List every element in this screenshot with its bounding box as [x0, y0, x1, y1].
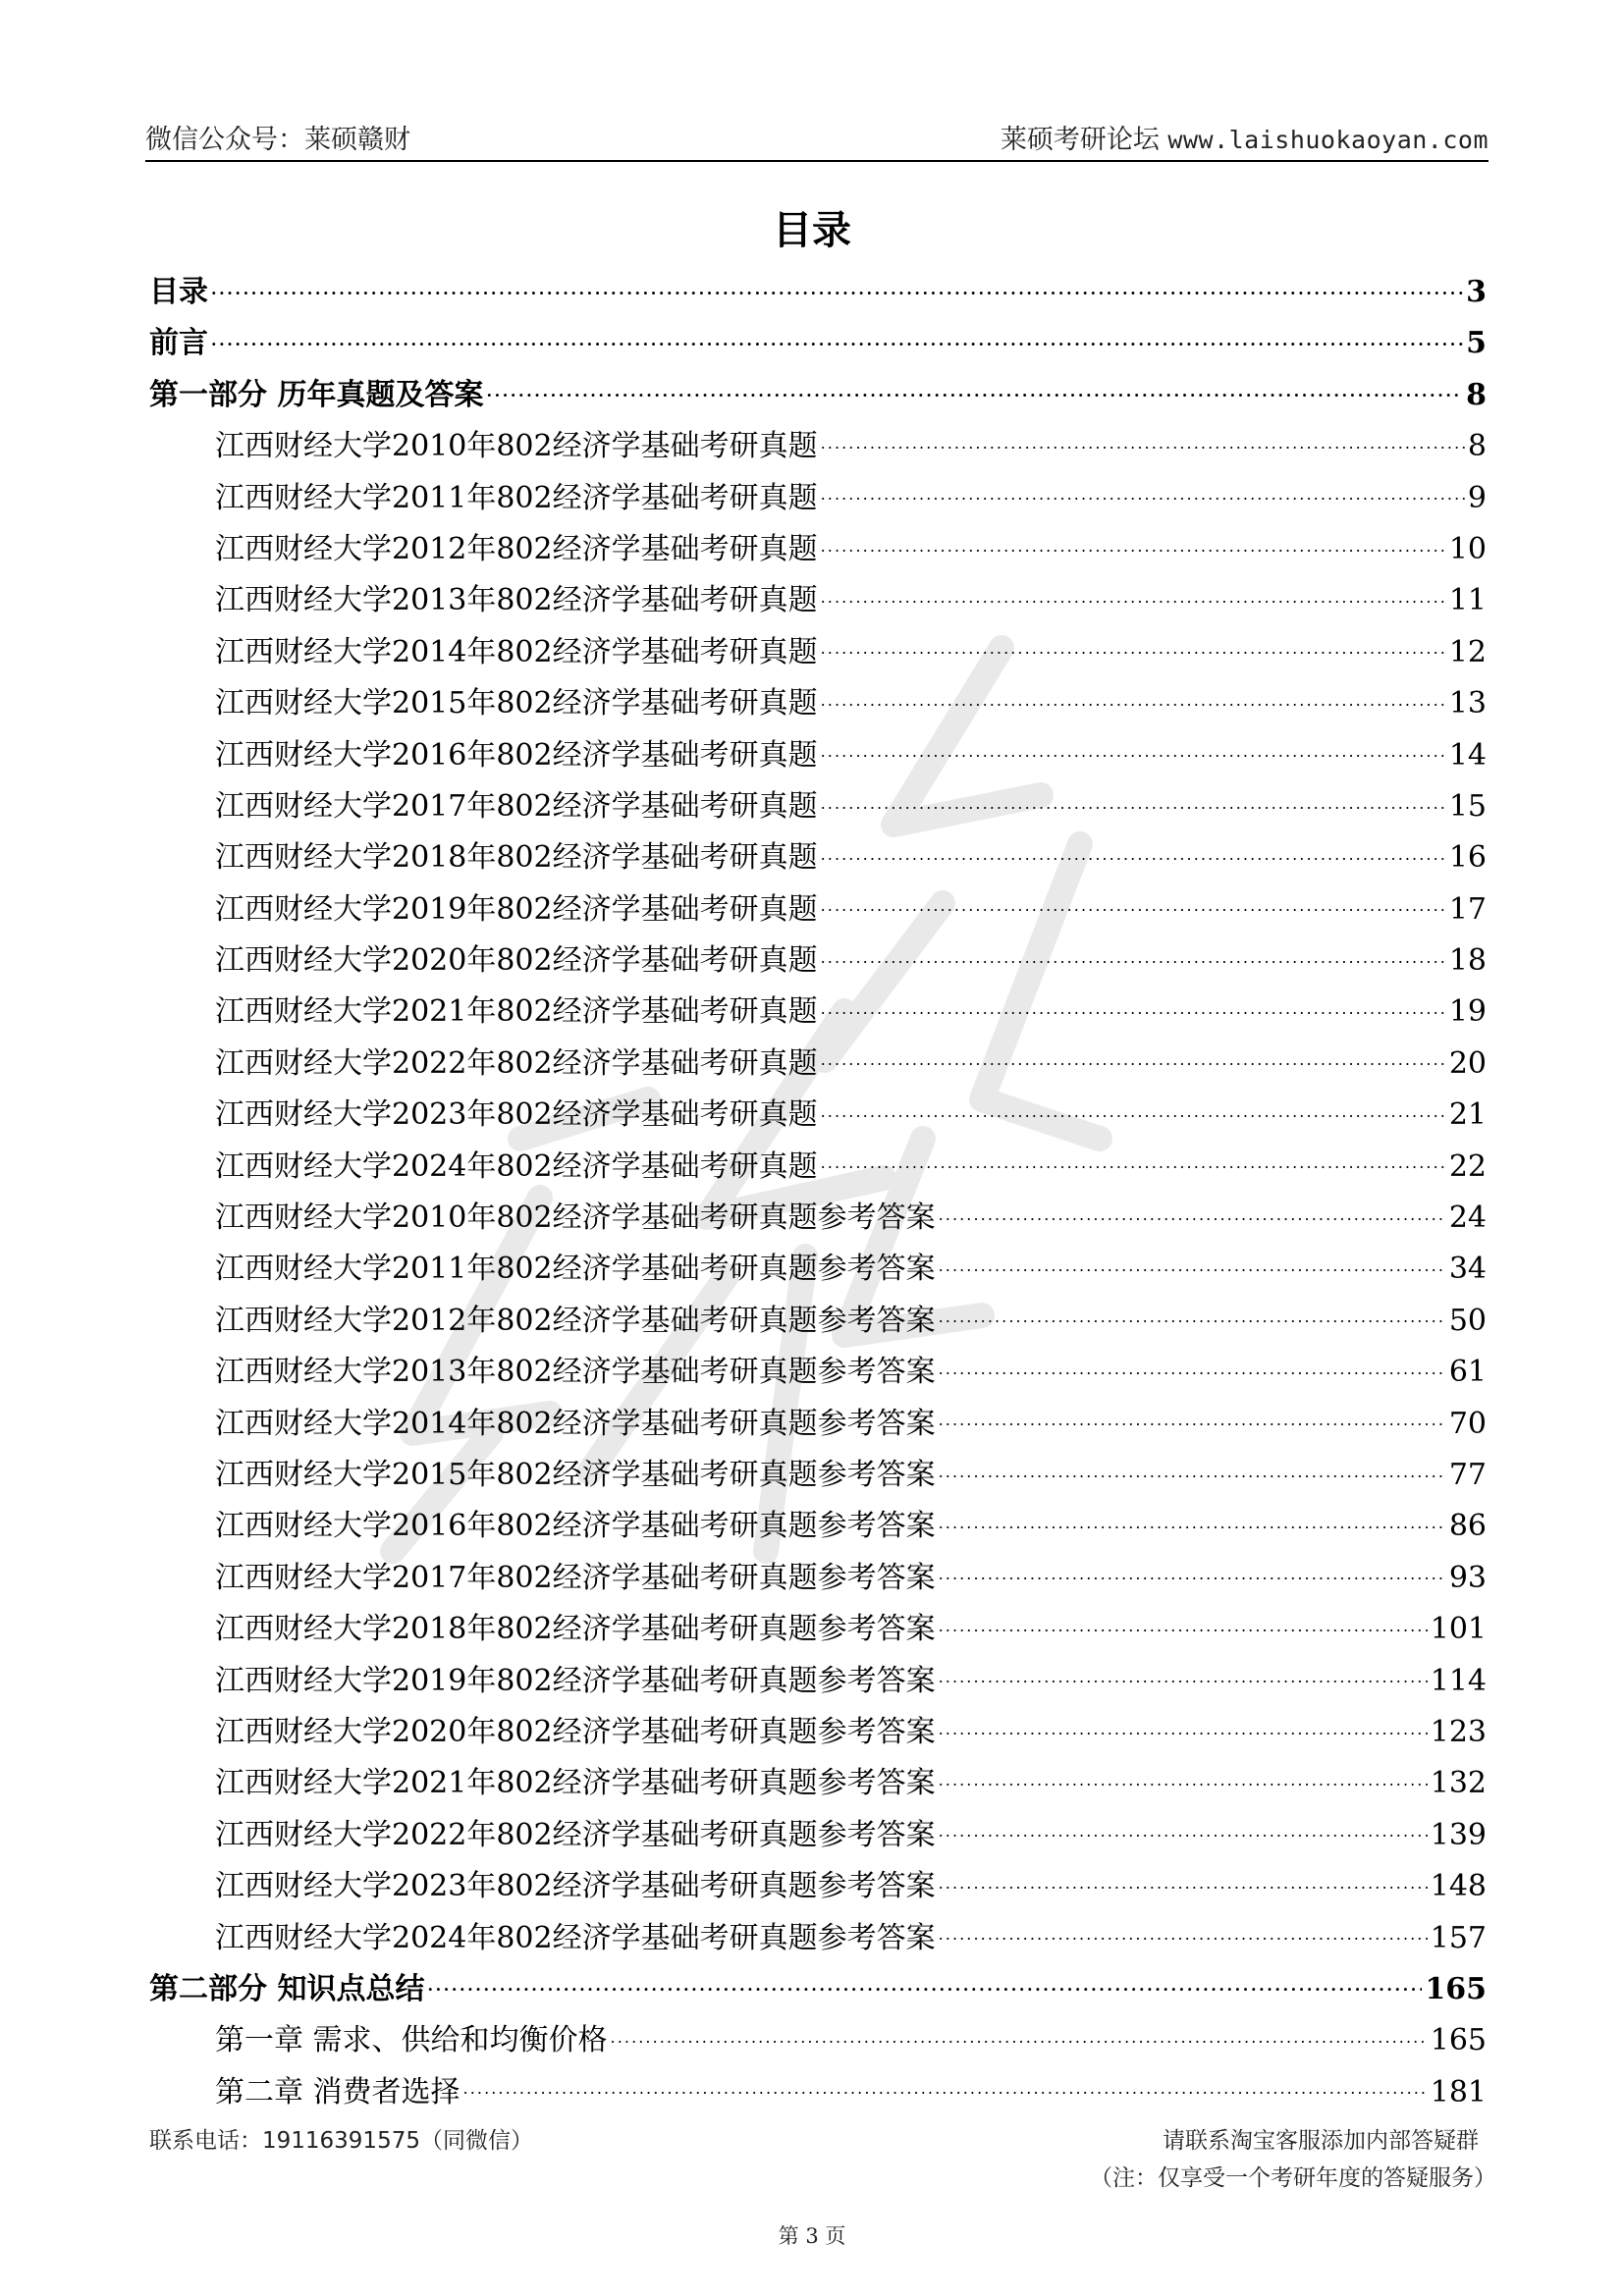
toc-leader-dots	[939, 1249, 1446, 1278]
toc-entry-label: 江西财经大学2024年802经济学基础考研真题参考答案	[215, 1920, 936, 1955]
page-title: 目录	[773, 208, 851, 253]
toc-entry[interactable]	[149, 1399, 1487, 1450]
toc-leader-dots	[821, 1043, 1446, 1073]
toc-entry[interactable]	[149, 1656, 1487, 1707]
toc-leader-dots	[821, 889, 1446, 919]
toc-entry-page: 24	[1448, 1201, 1487, 1236]
toc-leader-dots	[939, 1198, 1446, 1227]
toc-entry-page: 20	[1448, 1045, 1487, 1081]
toc-leader-dots	[939, 1661, 1428, 1690]
footer-phone: 联系电话：19116391575（同微信）	[149, 2128, 533, 2154]
toc-leader-dots	[939, 1609, 1428, 1638]
toc-leader-dots	[939, 1763, 1428, 1792]
toc-entry-page: 148	[1430, 1869, 1487, 1904]
toc-entry-label: 江西财经大学2012年802经济学基础考研真题参考答案	[215, 1303, 936, 1338]
toc-entry-page: 114	[1430, 1663, 1487, 1698]
toc-entry-label: 江西财经大学2018年802经济学基础考研真题	[215, 840, 818, 876]
toc-entry[interactable]	[149, 1913, 1487, 1964]
toc-leader-dots	[821, 478, 1465, 507]
header-forum	[1001, 118, 1489, 156]
toc-entry-page: 181	[1430, 2074, 1487, 2109]
toc-entry[interactable]	[149, 370, 1487, 421]
toc-leader-dots	[821, 786, 1446, 816]
toc-entry-page: 15	[1448, 788, 1487, 824]
toc-leader-dots	[486, 375, 1463, 404]
toc-leader-dots	[939, 1866, 1428, 1896]
toc-entry-label: 江西财经大学2010年802经济学基础考研真题参考答案	[215, 1201, 936, 1236]
toc-entry-page: 34	[1448, 1252, 1487, 1287]
toc-entry[interactable]	[149, 678, 1487, 729]
toc-entry[interactable]	[149, 987, 1487, 1038]
toc-entry[interactable]	[149, 1193, 1487, 1244]
toc-entry[interactable]	[149, 1553, 1487, 1604]
toc-entry[interactable]	[149, 524, 1487, 575]
toc-leader-dots	[427, 1969, 1422, 1999]
toc-entry-page: 61	[1448, 1355, 1487, 1390]
toc-entry-page: 10	[1448, 531, 1487, 566]
toc-entry-label: 江西财经大学2023年802经济学基础考研真题	[215, 1097, 818, 1133]
toc-entry-page: 50	[1448, 1303, 1487, 1338]
toc-entry-label: 江西财经大学2011年802经济学基础考研真题参考答案	[215, 1252, 936, 1287]
toc-entry-label: 江西财经大学2020年802经济学基础考研真题参考答案	[215, 1714, 936, 1749]
toc-entry-label: 江西财经大学2020年802经济学基础考研真题	[215, 943, 818, 979]
toc-entry-page: 16	[1448, 840, 1487, 876]
toc-entry[interactable]	[149, 1964, 1487, 2015]
toc-entry-page: 157	[1430, 1920, 1487, 1955]
toc-leader-dots	[821, 1095, 1446, 1124]
toc-entry-label: 江西财经大学2019年802经济学基础考研真题参考答案	[215, 1663, 936, 1698]
toc-entry-page: 86	[1448, 1509, 1487, 1544]
toc-entry[interactable]	[149, 1142, 1487, 1193]
header-divider	[145, 160, 1489, 162]
toc-entry-page: 19	[1448, 994, 1487, 1030]
toc-entry-page: 18	[1448, 943, 1487, 979]
toc-entry-page: 22	[1448, 1148, 1487, 1184]
toc-entry[interactable]	[149, 1501, 1487, 1552]
header-forum-name: 莱硕考研论坛	[1000, 125, 1160, 155]
toc-entry[interactable]	[149, 1244, 1487, 1295]
toc-entry-label: 江西财经大学2021年802经济学基础考研真题	[215, 994, 818, 1030]
toc-entry[interactable]	[149, 1810, 1487, 1861]
header-forum-url[interactable]: www.laishuokaoyan.com	[1167, 126, 1489, 154]
toc-entry[interactable]	[149, 2015, 1487, 2066]
toc-entry[interactable]	[149, 2067, 1487, 2118]
toc-entry-label: 江西财经大学2024年802经济学基础考研真题	[215, 1148, 818, 1184]
toc-leader-dots	[821, 991, 1446, 1021]
toc-leader-dots	[939, 1918, 1428, 1948]
toc-entry-page: 132	[1430, 1766, 1487, 1801]
toc-entry-page: 8	[1467, 429, 1487, 464]
toc-entry-page: 93	[1448, 1560, 1487, 1595]
toc-entry-page: 13	[1448, 686, 1487, 721]
toc-entry[interactable]	[149, 421, 1487, 472]
toc-entry-label: 前言	[149, 326, 208, 361]
toc-entry-label: 江西财经大学2022年802经济学基础考研真题	[215, 1045, 818, 1081]
footer-qa-note: （注：仅享受一个考研年度的答疑服务）	[1090, 2165, 1496, 2191]
toc-entry-page: 11	[1448, 583, 1487, 618]
toc-leader-dots	[821, 735, 1446, 765]
footer-qa-group: 请联系淘宝客服添加内部答疑群	[1163, 2128, 1479, 2154]
toc-entry-page: 12	[1448, 634, 1487, 669]
toc-entry-label: 江西财经大学2017年802经济学基础考研真题参考答案	[215, 1560, 936, 1595]
toc-entry-page: 77	[1448, 1457, 1487, 1492]
toc-entry[interactable]	[149, 1347, 1487, 1398]
toc-entry-label: 江西财经大学2015年802经济学基础考研真题	[215, 686, 818, 721]
toc-entry-label: 江西财经大学2023年802经济学基础考研真题参考答案	[215, 1869, 936, 1904]
toc-entry-label: 江西财经大学2019年802经济学基础考研真题	[215, 891, 818, 927]
toc-leader-dots	[821, 1147, 1446, 1176]
toc-leader-dots	[939, 1506, 1446, 1535]
toc-entry-label: 江西财经大学2018年802经济学基础考研真题参考答案	[215, 1612, 936, 1647]
toc-leader-dots	[463, 2072, 1428, 2102]
toc-leader-dots	[939, 1352, 1446, 1381]
toc-entry-label: 江西财经大学2014年802经济学基础考研真题	[215, 634, 818, 669]
toc-entry-page: 17	[1448, 891, 1487, 927]
toc-entry-label: 第一章 需求、供给和均衡价格	[215, 2023, 608, 2058]
toc-entry[interactable]	[149, 473, 1487, 524]
toc-entry-label: 江西财经大学2017年802经济学基础考研真题	[215, 788, 818, 824]
toc-leader-dots	[821, 940, 1446, 970]
toc-leader-dots	[939, 1712, 1428, 1741]
page-number: 第 3 页	[778, 2224, 846, 2248]
toc-entry-page: 8	[1466, 377, 1487, 412]
toc-entry-label: 第二章 消费者选择	[215, 2074, 460, 2109]
toc-entry[interactable]	[149, 1707, 1487, 1758]
toc-leader-dots	[611, 2020, 1428, 2050]
toc-entry-label: 江西财经大学2016年802经济学基础考研真题参考答案	[215, 1509, 936, 1544]
toc-entry-label: 江西财经大学2014年802经济学基础考研真题参考答案	[215, 1406, 936, 1441]
toc-entry[interactable]	[149, 730, 1487, 781]
toc-entry[interactable]	[149, 1296, 1487, 1347]
toc-entry-label: 江西财经大学2021年802经济学基础考研真题参考答案	[215, 1766, 936, 1801]
toc-entry-label: 江西财经大学2013年802经济学基础考研真题参考答案	[215, 1355, 936, 1390]
toc-entry-page: 9	[1467, 480, 1487, 515]
toc-leader-dots	[821, 837, 1446, 867]
toc-entry-page: 21	[1448, 1097, 1487, 1133]
toc-entry[interactable]	[149, 1450, 1487, 1501]
toc-entry[interactable]	[149, 935, 1487, 987]
toc-entry-label: 江西财经大学2012年802经济学基础考研真题	[215, 531, 818, 566]
toc-entry[interactable]	[149, 884, 1487, 935]
toc-entry-label: 第一部分 历年真题及答案	[149, 377, 484, 412]
toc-leader-dots	[821, 426, 1465, 455]
toc-entry-page: 165	[1430, 2023, 1487, 2058]
toc-entry[interactable]	[149, 781, 1487, 832]
table-of-contents	[149, 267, 1487, 2118]
toc-entry-label: 目录	[149, 275, 208, 309]
toc-entry-label: 江西财经大学2013年802经济学基础考研真题	[215, 583, 818, 618]
toc-entry[interactable]	[149, 318, 1487, 369]
toc-entry-label: 第二部分 知识点总结	[149, 1971, 425, 2006]
header-wechat: 微信公众号：莱硕赣财	[145, 125, 410, 155]
toc-entry[interactable]	[149, 1090, 1487, 1141]
toc-entry-label: 江西财经大学2010年802经济学基础考研真题	[215, 429, 818, 464]
toc-leader-dots	[939, 1558, 1446, 1587]
toc-entry-page: 3	[1466, 275, 1487, 309]
toc-entry-page: 101	[1430, 1612, 1487, 1647]
toc-leader-dots	[821, 529, 1446, 559]
toc-leader-dots	[939, 1815, 1428, 1844]
toc-entry-label: 江西财经大学2022年802经济学基础考研真题参考答案	[215, 1817, 936, 1852]
toc-entry-page: 14	[1448, 737, 1487, 773]
toc-entry-label: 江西财经大学2015年802经济学基础考研真题参考答案	[215, 1457, 936, 1492]
toc-entry-page: 5	[1466, 326, 1487, 361]
toc-entry-label: 江西财经大学2011年802经济学基础考研真题	[215, 480, 818, 515]
toc-entry-label: 江西财经大学2016年802经济学基础考研真题	[215, 737, 818, 773]
toc-leader-dots	[821, 632, 1446, 662]
toc-entry[interactable]	[149, 1604, 1487, 1655]
toc-entry-page: 70	[1448, 1406, 1487, 1441]
toc-entry[interactable]	[149, 267, 1487, 318]
toc-entry-page: 123	[1430, 1714, 1487, 1749]
toc-entry[interactable]	[149, 1758, 1487, 1809]
toc-entry[interactable]	[149, 832, 1487, 883]
toc-leader-dots	[821, 683, 1446, 713]
toc-entry-page: 139	[1430, 1817, 1487, 1852]
toc-leader-dots	[211, 272, 1463, 301]
toc-leader-dots	[821, 580, 1446, 610]
toc-entry[interactable]	[149, 627, 1487, 678]
toc-leader-dots	[211, 323, 1463, 352]
toc-entry-page: 165	[1425, 1971, 1487, 2006]
toc-entry[interactable]	[149, 1039, 1487, 1090]
toc-entry[interactable]	[149, 575, 1487, 626]
toc-leader-dots	[939, 1301, 1446, 1330]
toc-leader-dots	[939, 1455, 1446, 1484]
toc-entry[interactable]	[149, 1861, 1487, 1912]
page-header	[145, 112, 1489, 159]
toc-leader-dots	[939, 1404, 1446, 1433]
